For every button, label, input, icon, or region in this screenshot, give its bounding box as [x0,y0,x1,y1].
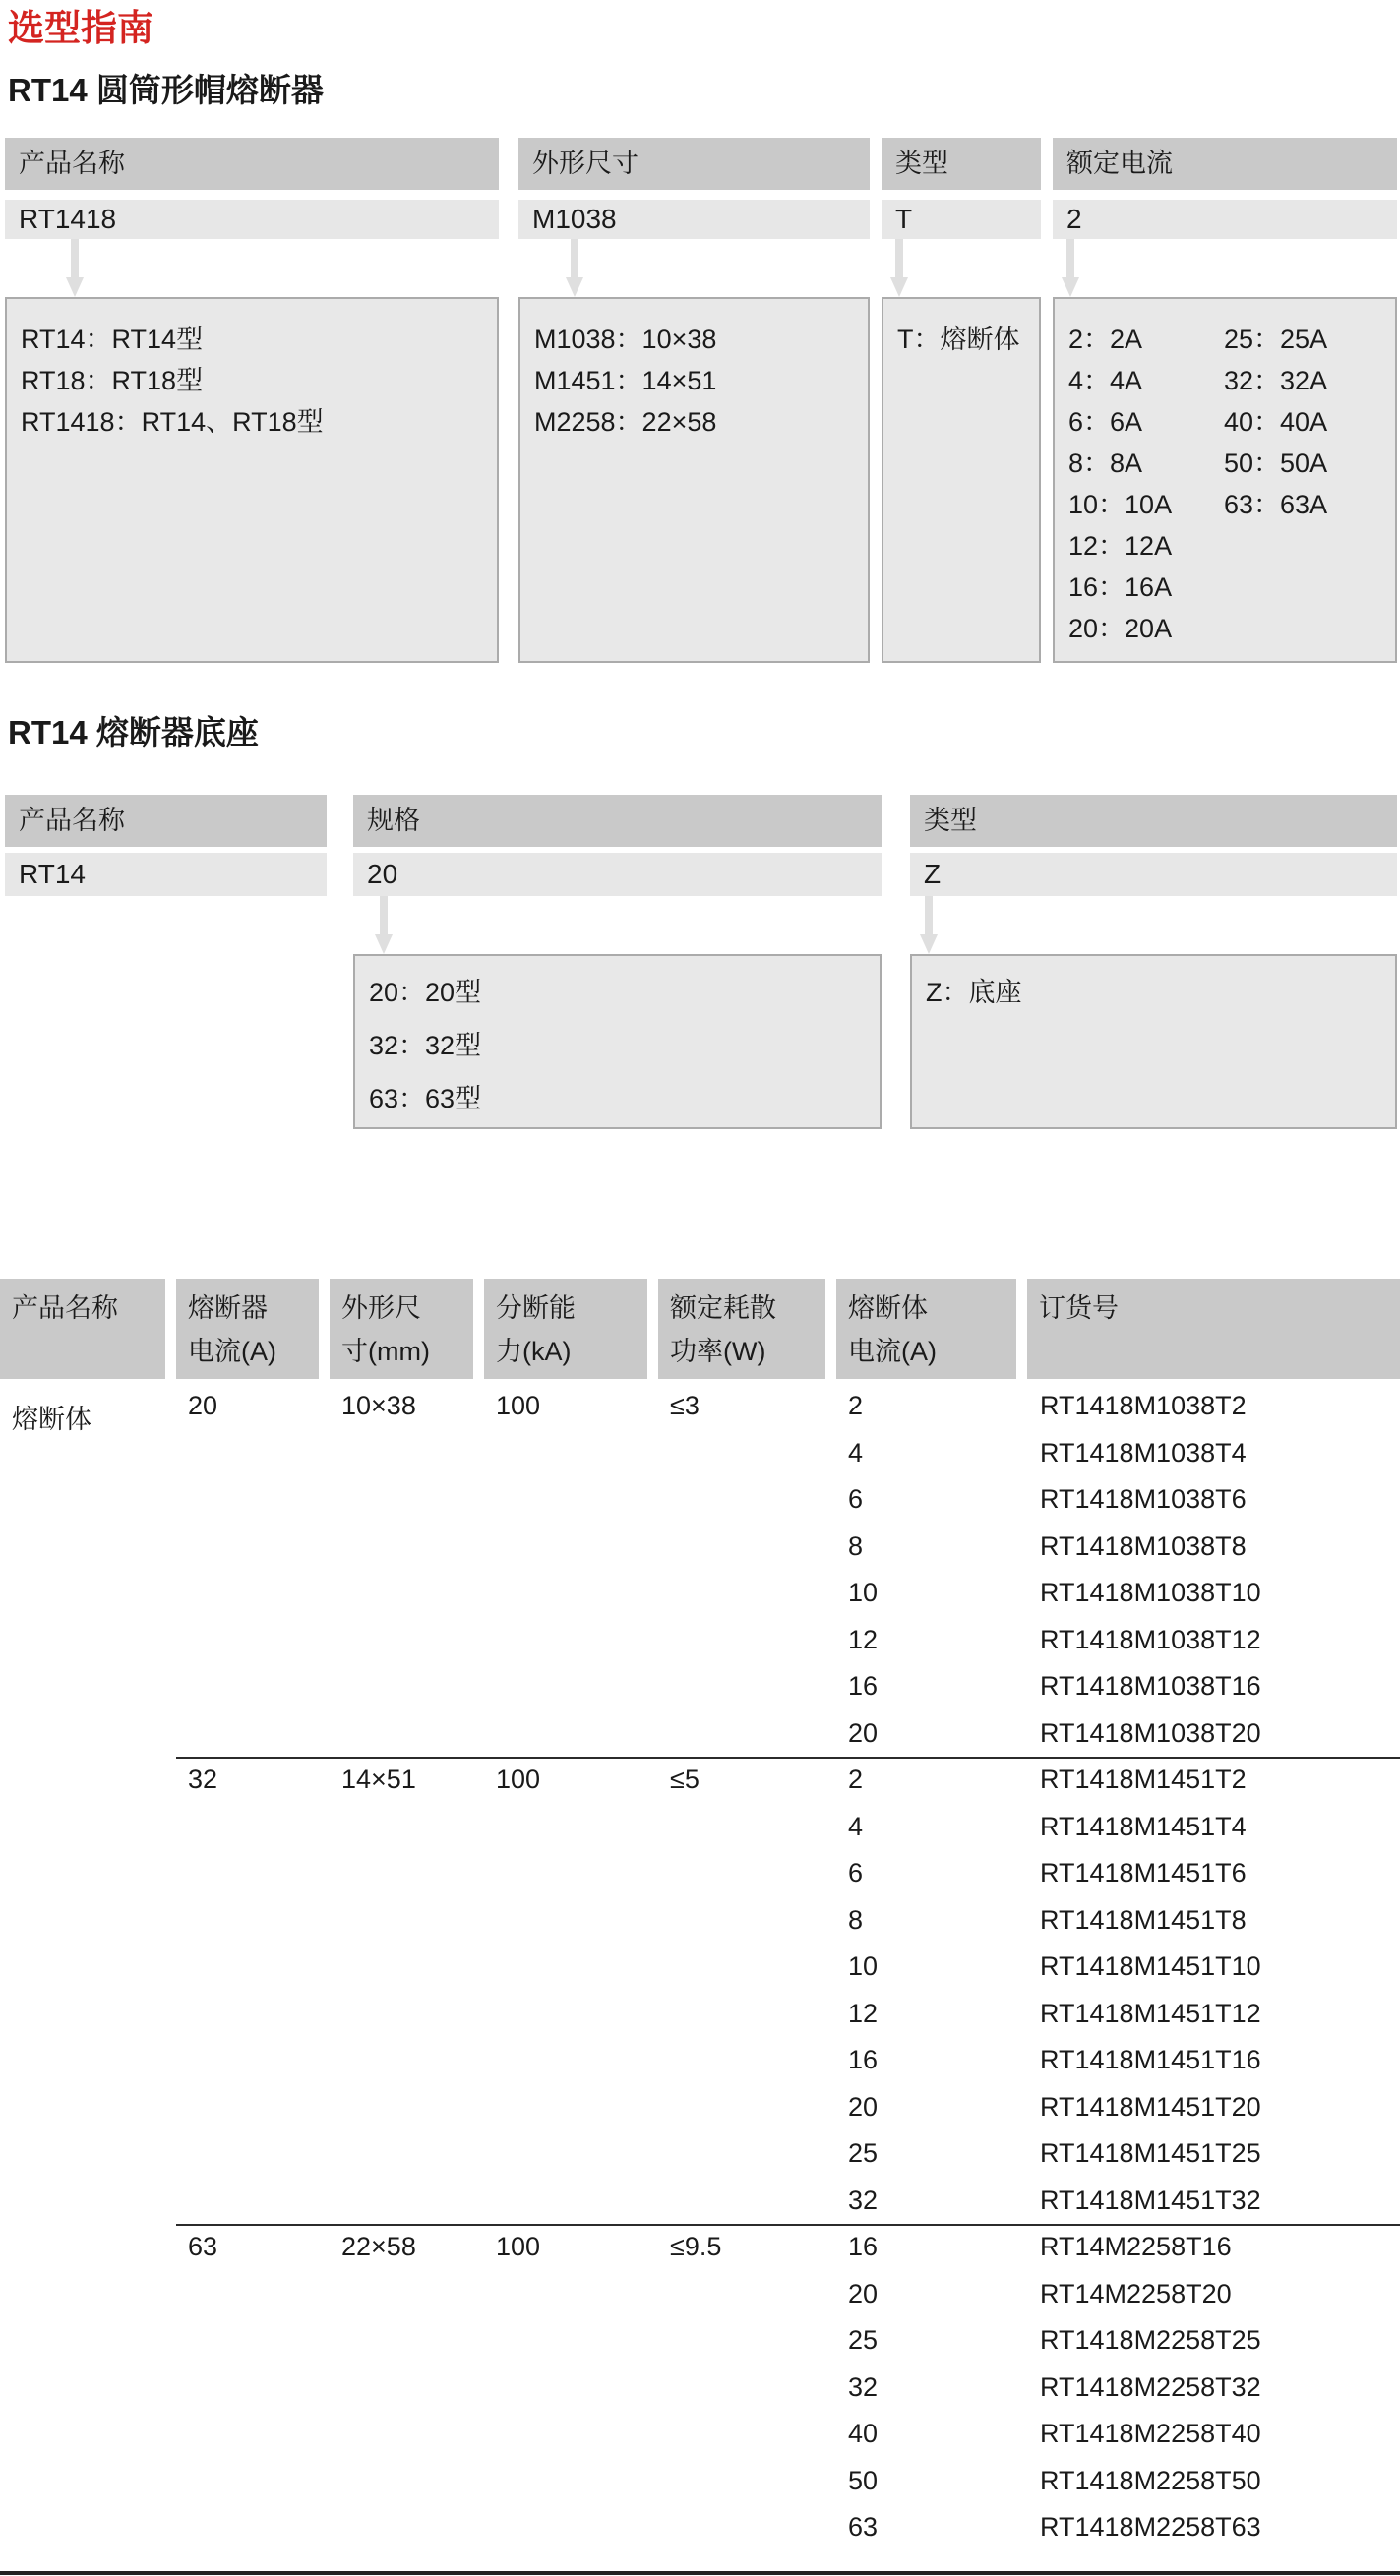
header-cell: 额定电流 [1053,138,1397,190]
diagram1-col-product-name [5,138,499,663]
order-cell: RT14M2258T20 [1040,2278,1232,2308]
order-cell: RT1418M1038T12 [1040,1624,1261,1654]
diagram2-col-type [910,795,1397,1129]
amp-cell: 20 [848,2091,879,2122]
breaking-cell: 100 [496,1765,541,1794]
amp-cell: 20 [848,2278,879,2308]
detail-line: 20：20A [1068,614,1173,643]
down-arrow-icon [890,239,908,297]
table-row [836,2317,1400,2365]
amp-cell: 10 [848,1578,879,1607]
detail-line: RT18：RT18型 [21,366,204,395]
table-header-cell: 产品名称 [0,1279,165,1379]
power-cell: ≤3 [670,1391,700,1420]
current-codes-right [1224,319,1327,525]
table-row [836,2271,1400,2318]
order-cell: RT1418M1038T4 [1040,1437,1247,1468]
order-cell: RT1418M1451T8 [1040,1904,1247,1935]
detail-line: 6：6A [1068,407,1143,437]
table-row [836,2178,1400,2225]
table-row [836,1430,1400,1477]
order-cell: RT1418M2258T25 [1040,2325,1261,2355]
table-header-cell: 分断能 力(kA) [484,1279,647,1379]
current-codes-left [1068,319,1172,649]
header-cell: 产品名称 [5,795,327,847]
order-cell: RT1418M1451T32 [1040,2185,1261,2215]
fuse-current-cell: 20 [188,1391,218,1420]
size-cell: 10×38 [341,1391,416,1420]
detail-line: 25：25A [1224,325,1328,354]
amp-cell: 8 [848,1904,864,1935]
amp-cell: 63 [848,2512,879,2542]
detail-line: 8：8A [1068,449,1143,478]
page-title: 选型指南 [8,8,153,48]
order-cell: RT1418M1038T16 [1040,1671,1261,1701]
order-cell: RT1418M2258T63 [1040,2512,1261,2542]
order-cell: RT1418M1451T6 [1040,1858,1247,1887]
order-table [0,1279,1400,2575]
detail-box [910,954,1397,1129]
fuse-current-cell: 63 [188,2232,218,2261]
table-row [836,2130,1400,2178]
amp-cell: 2 [848,1391,864,1420]
table-header-cell: 熔断器 电流(A) [176,1279,319,1379]
amp-cell: 10 [848,1951,879,1981]
power-cell: ≤9.5 [670,2232,722,2261]
order-cell: RT1418M1451T12 [1040,1998,1261,2028]
power-cell: ≤5 [670,1765,700,1794]
detail-line: 50：50A [1224,449,1328,478]
fuse-code-diagram [0,138,1400,663]
table-bottom-border [0,2571,1400,2575]
value-cell: 20 [353,853,882,896]
value-cell: Z [910,853,1397,896]
detail-line: 2：2A [1068,325,1143,354]
table-row [836,1570,1400,1617]
detail-line: RT14：RT14型 [21,325,204,354]
table-group-22x58 [0,2224,1400,2571]
down-arrow-icon [1062,239,1079,297]
amp-cell: 16 [848,2232,879,2261]
detail-line: 20：20型 [369,978,482,1007]
detail-line: 63：63型 [369,1084,482,1113]
table-row [836,1383,1400,1430]
table-row [836,2504,1400,2551]
table-row [836,1804,1400,1851]
detail-box [1053,297,1397,663]
detail-box [5,297,499,663]
order-cell: RT1418M1038T20 [1040,1717,1261,1748]
amp-cell: 4 [848,1437,864,1468]
table-header-cell: 熔断体 电流(A) [836,1279,1016,1379]
amp-cell: 40 [848,2419,879,2448]
header-cell: 类型 [910,795,1397,847]
table-row [836,1663,1400,1710]
table-group-14x51 [0,1757,1400,2224]
row-label-spacer [0,1757,176,1804]
detail-line: 63：63A [1224,490,1328,519]
section-title-fuse: RT14 圆筒形帽熔断器 [8,72,324,108]
table-row [836,2224,1400,2271]
order-cell: RT1418M1451T10 [1040,1951,1261,1981]
fuse-current-cell: 32 [188,1765,218,1794]
detail-line: T：熔断体 [897,325,1020,354]
amp-cell: 25 [848,2138,879,2168]
base-code-diagram [0,795,1400,1129]
table-row [836,1944,1400,1991]
table-row [836,1850,1400,1897]
order-cell: RT1418M1451T16 [1040,2045,1261,2074]
detail-box [882,297,1041,663]
detail-line: M2258：22×58 [534,407,717,437]
order-cell: RT1418M1038T2 [1040,1391,1247,1420]
value-cell: 2 [1053,200,1397,239]
amp-cell: 12 [848,1624,879,1654]
table-row [836,2458,1400,2505]
diagram2-col-spec [353,795,882,1129]
group-rows [836,1383,1400,1757]
row-label-spacer [0,2224,176,2271]
amp-cell: 16 [848,2045,879,2074]
detail-line: 10：10A [1068,490,1173,519]
value-cell: T [882,200,1041,239]
table-row [836,1617,1400,1664]
detail-line: 32：32A [1224,366,1328,395]
table-header-cell: 订货号 [1027,1279,1400,1379]
order-cell: RT1418M1038T10 [1040,1578,1261,1607]
order-cell: RT1418M1451T4 [1040,1811,1247,1841]
table-row [836,1991,1400,2038]
table-row [836,2411,1400,2458]
diagram1-col-rated-current [1053,138,1397,663]
size-cell: 22×58 [341,2232,416,2261]
table-row [836,2084,1400,2131]
amp-cell: 4 [848,1811,864,1841]
table-row [836,1897,1400,1945]
amp-cell: 25 [848,2325,879,2355]
down-arrow-icon [566,239,583,297]
breaking-cell: 100 [496,1391,541,1420]
amp-cell: 16 [848,1671,879,1701]
order-cell: RT1418M1038T6 [1040,1484,1247,1514]
diagram1-col-size [518,138,870,663]
table-header-row [0,1279,1400,1379]
amp-cell: 6 [848,1858,864,1887]
amp-cell: 32 [848,2185,879,2215]
down-arrow-icon [920,896,938,954]
size-cell: 14×51 [341,1765,416,1794]
diagram1-col-type [882,138,1041,663]
table-row [836,2037,1400,2084]
amp-cell: 50 [848,2465,879,2495]
order-cell: RT1418M1451T2 [1040,1765,1247,1794]
value-cell: RT1418 [5,200,499,239]
header-cell: 外形尺寸 [518,138,870,190]
detail-line: 4：4A [1068,366,1143,395]
header-cell: 类型 [882,138,1041,190]
table-row [836,1757,1400,1804]
breaking-cell: 100 [496,2232,541,2261]
order-cell: RT1418M2258T40 [1040,2419,1261,2448]
amp-cell: 2 [848,1765,864,1794]
table-row [836,1710,1400,1758]
amp-cell: 8 [848,1530,864,1561]
detail-box [518,297,870,663]
table-group-10x38 [0,1383,1400,1757]
diagram2-col-product-name [5,795,327,1129]
group-rows [836,2224,1400,2551]
detail-line: 40：40A [1224,407,1328,437]
amp-cell: 20 [848,1717,879,1748]
value-cell: RT14 [5,853,327,896]
order-cell: RT1418M2258T50 [1040,2465,1261,2495]
order-cell: RT1418M1038T8 [1040,1530,1247,1561]
amp-cell: 12 [848,1998,879,2028]
header-cell: 规格 [353,795,882,847]
down-arrow-icon [375,896,393,954]
amp-cell: 6 [848,1484,864,1514]
table-header-cell: 外形尺 寸(mm) [330,1279,473,1379]
value-cell: M1038 [518,200,870,239]
detail-line: RT1418：RT14、RT18型 [21,407,324,437]
down-arrow-icon [66,239,84,297]
detail-line: 32：32型 [369,1031,482,1060]
amp-cell: 32 [848,2371,879,2402]
section-title-base: RT14 熔断器底座 [8,714,259,750]
order-cell: RT1418M2258T32 [1040,2371,1261,2402]
table-row [836,2365,1400,2412]
detail-line: M1038：10×38 [534,325,717,354]
order-cell: RT1418M1451T20 [1040,2091,1261,2122]
order-cell: RT1418M1451T25 [1040,2138,1261,2168]
detail-box [353,954,882,1129]
row-label: 熔断体 [12,1405,91,1434]
table-row [836,1476,1400,1524]
detail-line: 16：16A [1068,572,1173,602]
table-row [836,1524,1400,1571]
group-rows [836,1757,1400,2224]
detail-line: Z：底座 [926,978,1022,1007]
detail-line: 12：12A [1068,531,1173,561]
order-cell: RT14M2258T16 [1040,2232,1232,2261]
header-cell: 产品名称 [5,138,499,190]
table-header-cell: 额定耗散 功率(W) [658,1279,825,1379]
detail-line: M1451：14×51 [534,366,717,395]
